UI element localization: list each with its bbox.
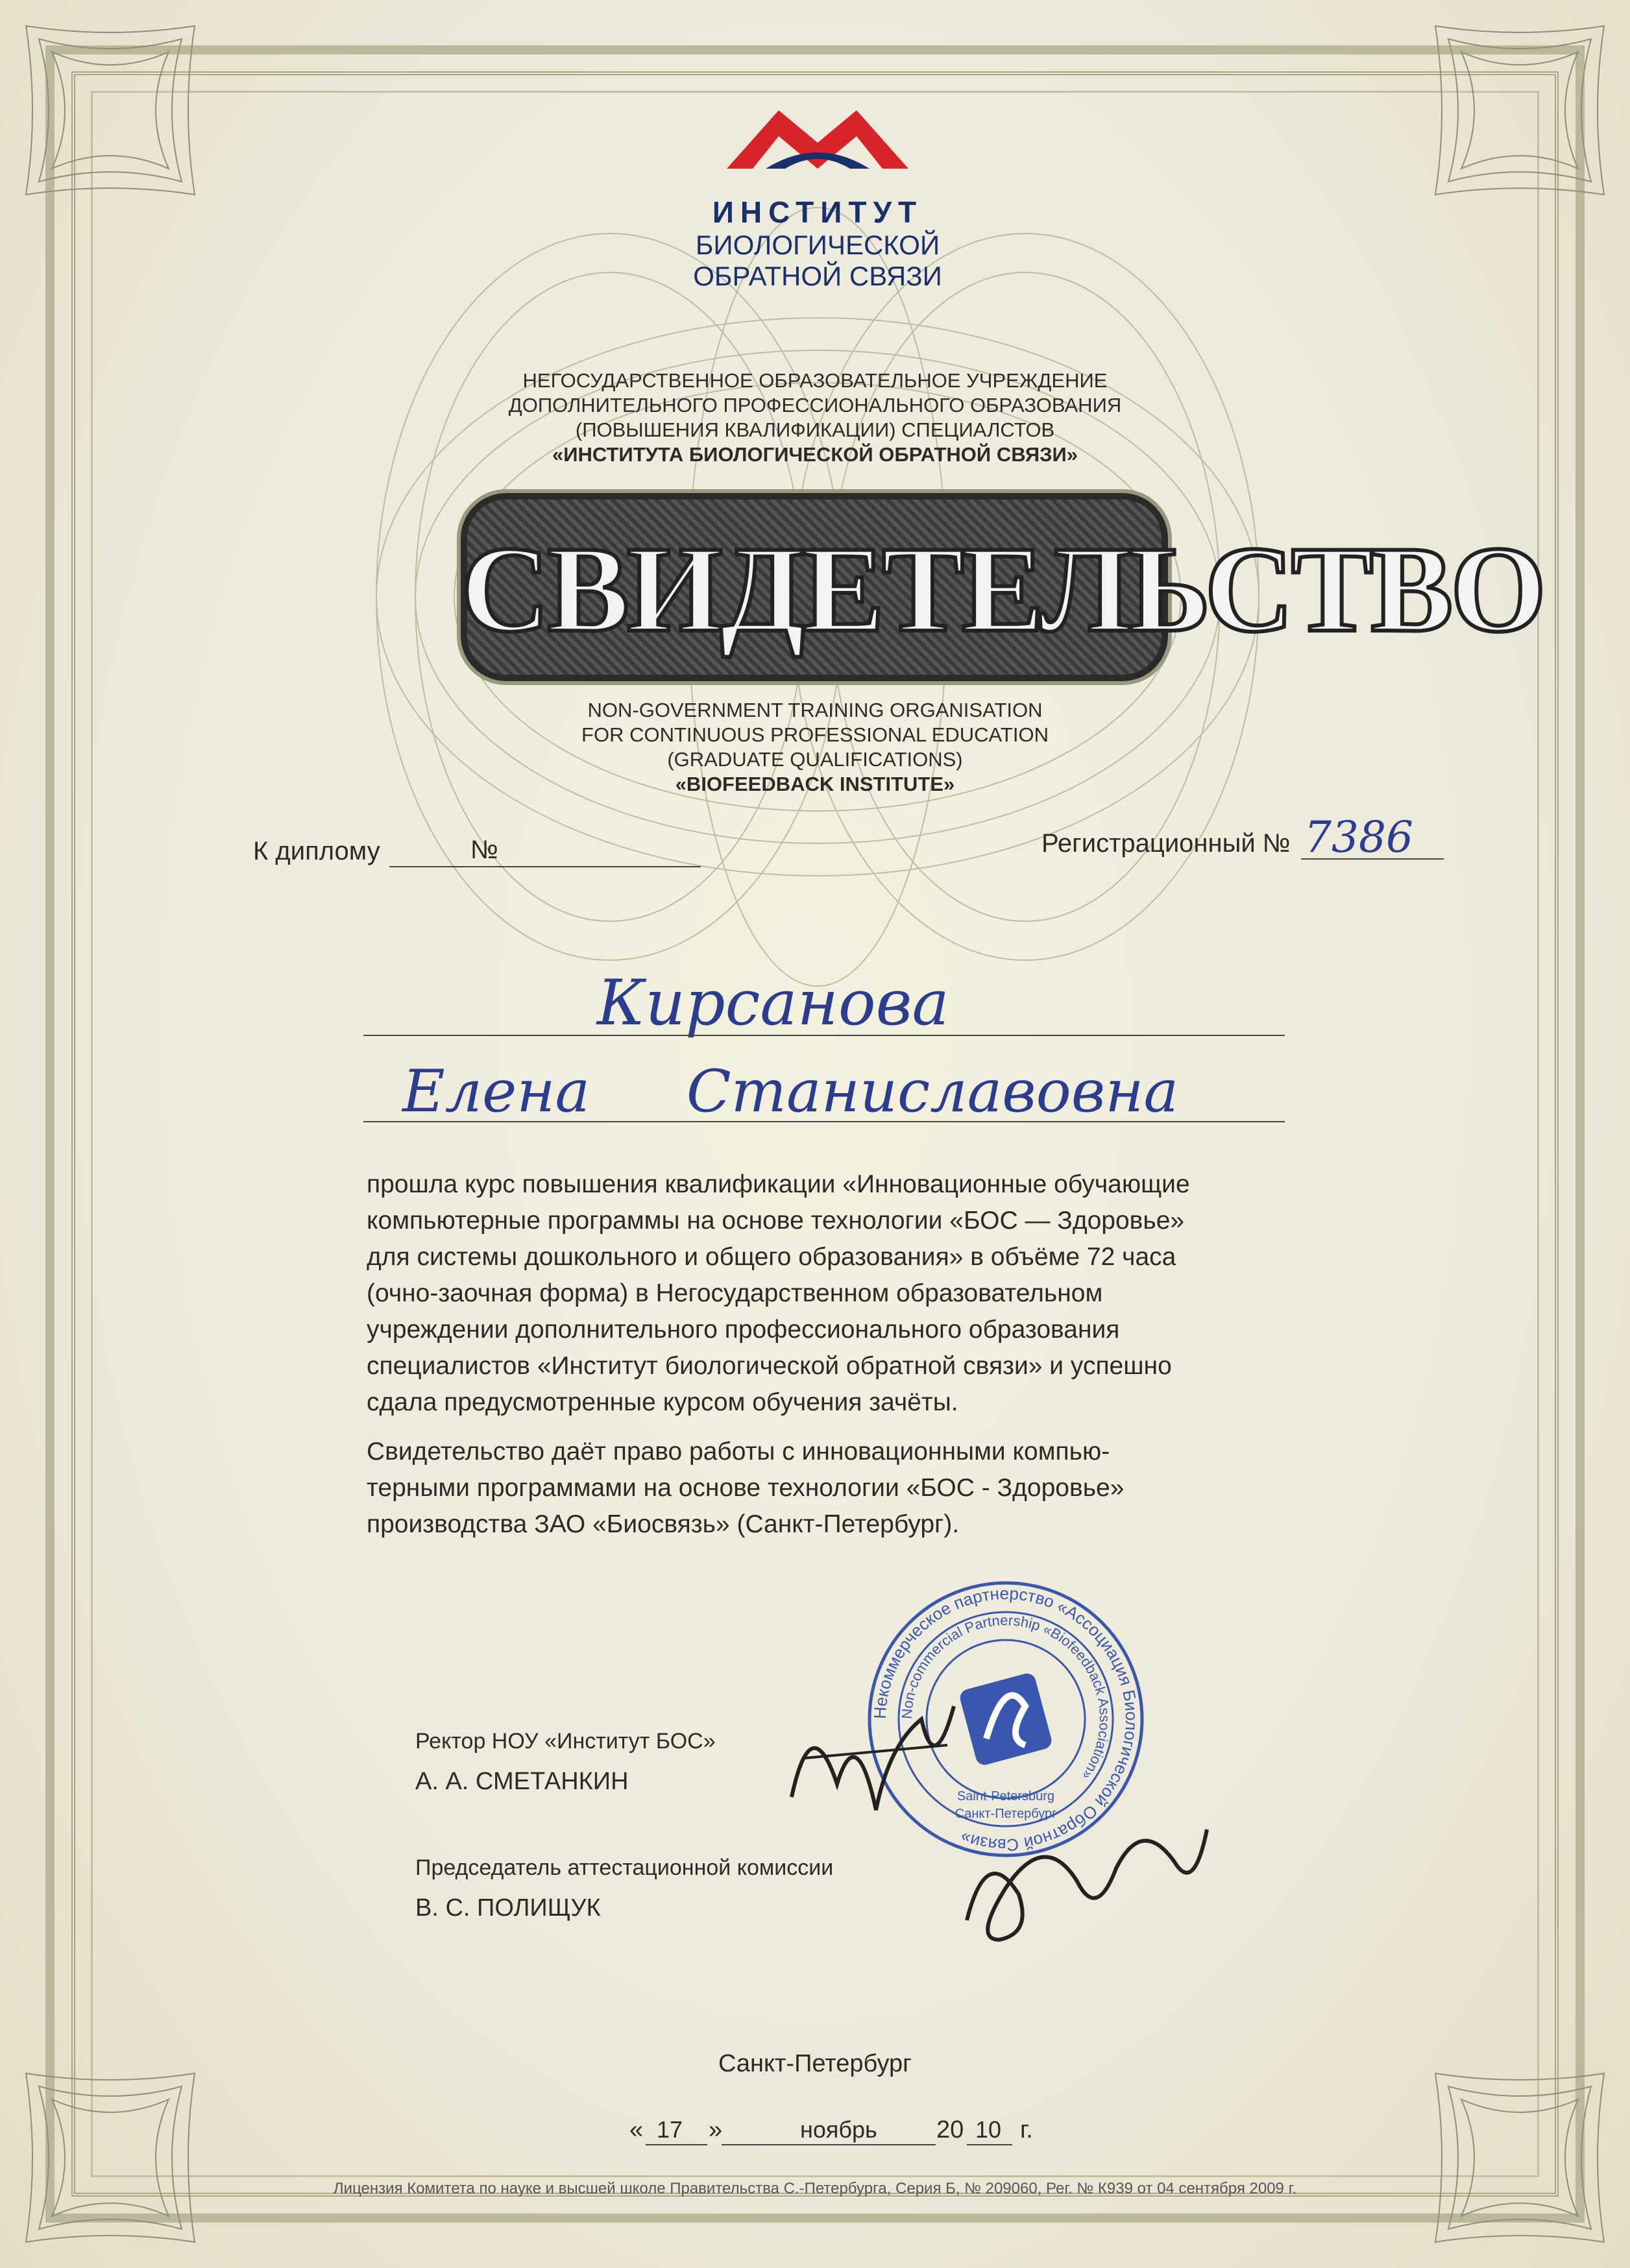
recipient-surname: Кирсанова bbox=[597, 967, 949, 1039]
logo-line-1: ИНСТИТУТ bbox=[712, 195, 923, 229]
surname-line bbox=[363, 1035, 1285, 1036]
course-line: учреждении дополнительного профессионального образования bbox=[367, 1316, 1120, 1344]
corner-ornament-icon bbox=[13, 2060, 208, 2255]
rector-title: Ректор НОУ «Институт БОС» bbox=[415, 1729, 716, 1754]
chair-name: В. С. ПОЛИЩУК bbox=[415, 1894, 601, 1922]
registration-number: 7386 bbox=[1304, 812, 1413, 862]
stamp-inner-text: Non-commercial Partnership «Biofeedback Association» bbox=[898, 1611, 1113, 1783]
chair-title: Председатель аттестационной комиссии bbox=[415, 1855, 834, 1880]
date-year-label: г. bbox=[1020, 2116, 1033, 2143]
course-line: специалистов «Институт биологической обратной связи» и успешно bbox=[367, 1352, 1172, 1380]
header-ru-line-3: (ПОВЫШЕНИЯ КВАЛИФИКАЦИИ) СПЕЦИАЛСТОВ bbox=[575, 418, 1055, 441]
license-text: Лицензия Комитета по науке и высшей школе Правительства С.-Петербурга, Серия Б, № 209060, Рег. № К939 от 04 сентября 2009 г. bbox=[333, 2180, 1297, 2197]
institute-logo-icon bbox=[720, 97, 915, 175]
date-year-suffix: 10 bbox=[975, 2116, 1002, 2143]
corner-ornament-icon bbox=[1422, 13, 1617, 208]
stamp-outer-text: Некоммерческое партнерство «Ассоциация Биологической Обратной Связи» bbox=[870, 1583, 1142, 1855]
date-month: ноябрь bbox=[800, 2116, 877, 2143]
registration-label: Регистрационный № bbox=[1041, 829, 1291, 858]
rector-name: А. А. СМЕТАНКИН bbox=[415, 1768, 629, 1795]
course-line: прошла курс повышения квалификации «Инновационные обучающие bbox=[367, 1170, 1190, 1198]
logo-line-2: БИОЛОГИЧЕСКОЙ bbox=[695, 230, 940, 260]
course-line: сдала предусмотренные курсом обучения зачёты. bbox=[367, 1388, 958, 1416]
date-quote-open: « bbox=[629, 2116, 644, 2143]
header-ru-line-2: ДОПОЛНИТЕЛЬНОГО ПРОФЕССИОНАЛЬНОГО ОБРАЗОВАНИЯ bbox=[508, 394, 1122, 416]
date-day-line bbox=[646, 2144, 707, 2145]
rights-line: терными программами на основе технологии «БОС - Здоровье» bbox=[367, 1474, 1125, 1502]
rector-signature-icon bbox=[779, 1680, 967, 1849]
diploma-number-label: № bbox=[470, 836, 498, 864]
date-year-line bbox=[967, 2144, 1012, 2145]
course-line: (очно-заочная форма) в Негосударственном образовательном bbox=[367, 1279, 1103, 1307]
header-ru-line-1: НЕГОСУДАРСТВЕННОЕ ОБРАЗОВАТЕЛЬНОЕ УЧРЕЖДЕНИЕ bbox=[522, 369, 1108, 392]
names-line bbox=[363, 1121, 1285, 1122]
header-ru bbox=[389, 368, 1241, 467]
issue-city: Санкт-Петербург bbox=[718, 2050, 912, 2077]
chair-signature-icon bbox=[947, 1791, 1220, 1959]
stamp-city-ru: Санкт-Петербург bbox=[955, 1807, 1057, 1821]
document-title: СВИДЕТЕЛЬСТВО bbox=[461, 522, 1544, 658]
course-paragraph bbox=[367, 1166, 1327, 1421]
rights-line: Свидетельство даёт право работы с инновационными компью- bbox=[367, 1438, 1110, 1466]
header-ru-line-4: «ИНСТИТУТА БИОЛОГИЧЕСКОЙ ОБРАТНОЙ СВЯЗИ» bbox=[552, 443, 1078, 466]
diploma-label: К диплому bbox=[253, 837, 380, 865]
recipient-names: Елена Станиславовна bbox=[402, 1057, 1179, 1126]
diploma-field-line bbox=[389, 866, 701, 867]
logo-line-3: ОБРАТНОЙ СВЯЗИ bbox=[693, 261, 942, 291]
rights-paragraph bbox=[367, 1434, 1327, 1543]
date-year-prefix: 20 bbox=[936, 2116, 964, 2143]
header-en-line-2: FOR CONTINUOUS PROFESSIONAL EDUCATION bbox=[581, 723, 1049, 746]
header-en bbox=[389, 698, 1241, 797]
header-en-line-1: NON-GOVERNMENT TRAINING ORGANISATION bbox=[587, 699, 1043, 721]
stamp-city-en: Saint-Petersburg bbox=[956, 1789, 1055, 1804]
corner-ornament-icon bbox=[13, 13, 208, 208]
rights-line: производства ЗАО «Биосвязь» (Санкт-Петербург). bbox=[367, 1510, 960, 1538]
header-en-line-4: «BIOFEEDBACK INSTITUTE» bbox=[675, 773, 955, 795]
course-line: компьютерные программы на основе технологии «БОС — Здоровье» bbox=[367, 1207, 1185, 1235]
stamp-emblem-icon bbox=[958, 1672, 1054, 1767]
header-en-line-3: (GRADUATE QUALIFICATIONS) bbox=[667, 748, 963, 771]
date-month-line bbox=[722, 2144, 936, 2145]
date-day: 17 bbox=[657, 2116, 683, 2143]
logo-text bbox=[649, 195, 986, 292]
date-quote-close: » bbox=[709, 2116, 723, 2143]
corner-ornament-icon bbox=[1422, 2060, 1617, 2255]
course-line: для системы дошкольного и общего образования» в объёме 72 часа bbox=[367, 1243, 1176, 1271]
